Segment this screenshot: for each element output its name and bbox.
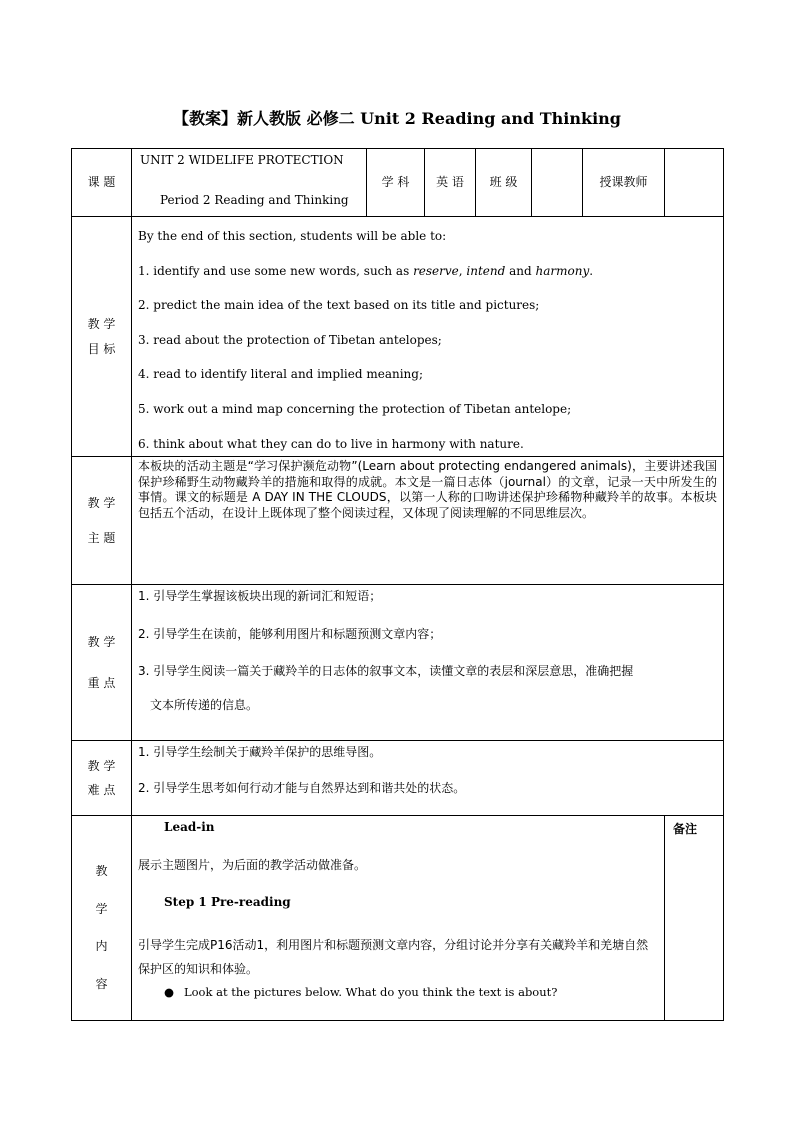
goal-item-5: 5. work out a mind map concerning the protection of Tibetan antelope;: [138, 401, 572, 416]
content-row: [72, 816, 724, 1021]
content-label-4: 容: [95, 976, 108, 991]
difficulties-row: [72, 741, 724, 816]
theme-text: 本板块的活动主题是“学习保护濒危动物”(Learn about protecting endangered animals)，主要讲述我国保护珍稀野生动物藏羚羊的措施和取得的成就。本文是一篇日志体（journal）的文章，记录一天中所发生的事情。课文的标题是 A DAY IN THE CLOUDS，以第一人称的口吻讲述保护珍稀物种藏羚羊的故事。本板块包括五个活动，在设计上既体现了整个阅读过程，又体现了阅读理解的不同思维层次。: [132, 457, 724, 585]
goal-item-1: [138, 264, 717, 280]
leadin-heading: Lead-in: [164, 820, 215, 835]
keypoints-row: [72, 585, 724, 741]
goal-item-1-prefix: 1. identify and use some new words, such as: [138, 263, 414, 278]
keypoints-label-1: 教 学: [87, 635, 116, 650]
note-label: 备注: [665, 816, 724, 1021]
keypoints-content: [132, 585, 724, 741]
difficulties-label-2: 难 点: [87, 783, 116, 798]
content-label-3: 内: [95, 939, 108, 954]
goal-item-1-end: .: [589, 263, 594, 278]
theme-row: [72, 457, 724, 585]
teacher-value: [665, 149, 724, 217]
goals-label: [72, 217, 132, 457]
goals-intro: By the end of this section, students will be able to:: [138, 229, 447, 243]
goals-label-2: 目 标: [87, 341, 116, 356]
difficulties-label: [72, 741, 132, 816]
course-title-line1: UNIT 2 WIDELIFE PROTECTION: [140, 153, 344, 167]
goal-item-1-sep1: ,: [458, 263, 467, 278]
header-row: [72, 149, 724, 217]
theme-label-1: 教 学: [87, 496, 116, 511]
theme-label: [72, 457, 132, 585]
step1-heading: Step 1 Pre-reading: [164, 895, 291, 910]
course-title-cell: [132, 149, 367, 217]
difficulty-item-2: 2. 引导学生思考如何行动才能与自然界达到和谐共处的状态。: [138, 780, 466, 795]
goals-row: [72, 217, 724, 457]
keypoint-item-3: 3. 引导学生阅读一篇关于藏羚羊的日志体的叙事文本，读懂文章的表层和深层意思，准确把握: [138, 664, 634, 679]
bullet-dot-icon: ●: [164, 984, 175, 999]
subject-value: 英 语: [425, 149, 476, 217]
content-label-1: 教: [95, 864, 108, 879]
lesson-plan-table: [71, 148, 724, 1021]
content-body: [132, 816, 665, 1021]
leadin-text: 展示主题图片，为后面的教学活动做准备。: [138, 857, 367, 872]
subject-label: 学 科: [367, 149, 425, 217]
course-title-line2: Period 2 Reading and Thinking: [160, 192, 349, 207]
class-label: 班 级: [476, 149, 532, 217]
content-label-2: 学: [95, 901, 108, 916]
goals-content: [132, 217, 724, 457]
keypoint-item-3-cont: 文本所传递的信息。: [150, 697, 259, 712]
class-value: [532, 149, 583, 217]
step1-text: 引导学生完成P16活动1，利用图片和标题预测文章内容，分组讨论并分享有关藏羚羊和羌塘自然保护区的知识和体验。: [138, 937, 649, 976]
difficulties-label-1: 教 学: [87, 758, 116, 773]
goal-item-4: 4. read to identify literal and implied meaning;: [138, 367, 424, 382]
goal-word-harmony: harmony: [535, 263, 590, 278]
keypoint-item-1: 1. 引导学生掌握该板块出现的新词汇和短语；: [138, 589, 382, 604]
bullet-text: Look at the pictures below. What do you think the text is about?: [184, 984, 558, 999]
goal-item-2: 2. predict the main idea of the text based on its title and pictures;: [138, 298, 540, 313]
keypoints-label-2: 重 点: [87, 675, 116, 690]
teacher-label: 授课教师: [583, 149, 665, 217]
course-label: 课 题: [72, 149, 132, 217]
goals-label-1: 教 学: [87, 317, 116, 332]
page-title: 【教案】新人教版 必修二 Unit 2 Reading and Thinking: [173, 109, 621, 128]
theme-label-2: 主 题: [87, 530, 116, 545]
keypoint-item-2: 2. 引导学生在读前，能够利用图片和标题预测文章内容；: [138, 626, 442, 641]
goal-word-intend: intend: [466, 263, 506, 278]
goal-item-1-sep2: and: [505, 263, 536, 278]
goal-item-6: 6. think about what they can do to live in harmony with nature.: [138, 436, 524, 451]
keypoints-label: [72, 585, 132, 741]
difficulties-content: [132, 741, 724, 816]
goal-word-reserve: reserve: [413, 263, 459, 278]
content-label: [72, 816, 132, 1021]
goal-item-3: 3. read about the protection of Tibetan antelopes;: [138, 332, 442, 347]
difficulty-item-1: 1. 引导学生绘制关于藏羚羊保护的思维导图。: [138, 745, 382, 760]
bullet-item: [138, 985, 658, 1000]
